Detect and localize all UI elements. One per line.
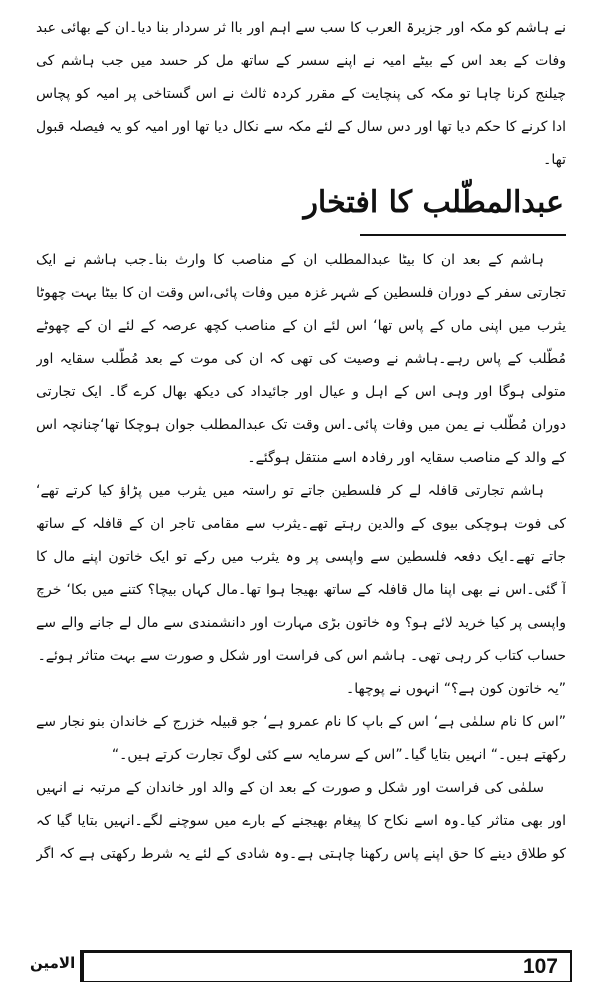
text-line: آ گئی۔اس نے بھی اپنا مال قافلہ کے ساتھ بھیجا ہوا تھا۔مال کہاں بیچا؟ کتنے میں بکا‘ خرچ — [36, 582, 566, 598]
text-line: کی فوت ہوچکی بیوی کے والدین رہتے تھے۔یثرب سے مقامی تاجر ان کے قافلہ کے ساتھ — [36, 516, 566, 532]
section-heading: عبدالمطّلب کا افتخار — [303, 185, 564, 220]
text-line: حساب کتاب کر رہی تھی۔ ہاشم اس کی فراست اور شکل و صورت سے بہت متاثر ہوئے۔ — [37, 648, 566, 664]
text-line: سلمٰی کی فراست اور شکل و صورت کے بعد ان کے والد اور خاندان کے مرتبہ نے انہیں — [36, 780, 544, 796]
text-line: ”اس کا نام سلمٰی ہے‘ اس کے باپ کا نام عمرو ہے‘ جو قبیلہ خزرج کے خاندان بنو نجار سے — [36, 714, 566, 730]
text-line: دوران مُطّلب نے یمن میں وفات پائی۔اس وقت تک عبدالمطلب جوان ہوچکا تھا‘چنانچہ اس — [36, 417, 566, 433]
text-line: چیلنج کرنا چاہا تو مکہ کی پنچایت کے مقرر کردہ ثالث نے اس گستاخی پر امیہ کو پچاس — [36, 86, 566, 102]
text-line: کو طلاق دینے کا حق اپنے پاس رکھنا چاہتی ہے۔وہ شادی کے لئے یہ شرط رکھتی ہے کہ اگر — [36, 846, 566, 862]
text-line: ہاشم تجارتی قافلہ لے کر فلسطین جاتے تو راستہ میں یثرب میں پڑاؤ کیا کرتے تھے‘ — [36, 483, 544, 499]
text-line: ادا کرنے کا حکم دیا تھا اور دس سال کے لئے مکہ سے نکال دیا تھا اور امیہ کو یہ فیصلہ قبول — [36, 119, 566, 135]
text-line: نے ہاشم کو مکہ اور جزیرۃ العرب کا سب سے اہم اور باا ثر سردار بنا دیا۔ان کے بھائی عبد — [36, 20, 566, 36]
text-line: تجارتی سفر کے دوران فلسطین کے شہر غزہ میں وفات پائی،اس وقت ان کا بیٹا بہت چھوٹا — [36, 285, 566, 301]
text-line: مُطّلب کے پاس رہے۔ہاشم نے وصیت کی تھی کہ ان کی موت کے بعد مُطّلب سقایہ اور — [36, 351, 566, 367]
page-number: 107 — [522, 955, 558, 978]
text-line: جاتے تھے۔ایک دفعہ فلسطین سے واپسی پر وہ یثرب میں رکے تو ایک خاتون اپنے مال کا — [36, 549, 566, 565]
text-line: وفات کے بعد اس کے بیٹے امیہ نے اپنے سسر کے ساتھ مل کر حسد میں جب ہاشم کی — [36, 53, 566, 69]
publisher-logo: الامین — [30, 954, 76, 972]
body-text — [36, 244, 566, 871]
text-line: تھا۔ — [543, 152, 566, 168]
footer-bar — [80, 950, 572, 982]
text-line: اور بھی متاثر کیا۔وہ اسے نکاح کا پیغام بھیجنے کے بارے میں سوچنے لگے۔انہیں بتایا گیا کہ — [36, 813, 566, 829]
text-line: واپسی پر کیا خرید لائے ہو؟ وہ خاتون بڑی مہارت اور دانشمندی سے مال لے جانے والے سے — [36, 615, 566, 631]
text-line: ہاشم کے بعد ان کا بیٹا عبدالمطلب ان کے مناصب کا وارث بنا۔جب ہاشم نے ایک — [36, 252, 544, 268]
intro-paragraph — [36, 12, 566, 177]
text-line: یثرب میں اپنی ماں کے پاس تھا‘ اس لئے ان کے مناصب کچھ عرصہ کے لئے ان کے چھوٹے — [36, 318, 566, 334]
heading-underline — [360, 234, 566, 236]
text-line: رکھتے ہیں۔“ انہیں بتایا گیا۔”اس کے سرمایہ سے کئی لوگ تجارت کرتے ہیں۔“ — [111, 747, 566, 763]
text-line: کے والد کے مناصب سقایہ اور رفادہ اسے منتقل ہوگئے۔ — [247, 450, 566, 466]
text-line: ”یہ خاتون کون ہے؟“ انہوں نے پوچھا۔ — [346, 681, 566, 697]
text-line: متولی ہوگا اور وہی اس کے اہل و عیال اور جائیداد کی دیکھ بھال کرے گا۔ ایک تجارتی — [36, 384, 566, 400]
